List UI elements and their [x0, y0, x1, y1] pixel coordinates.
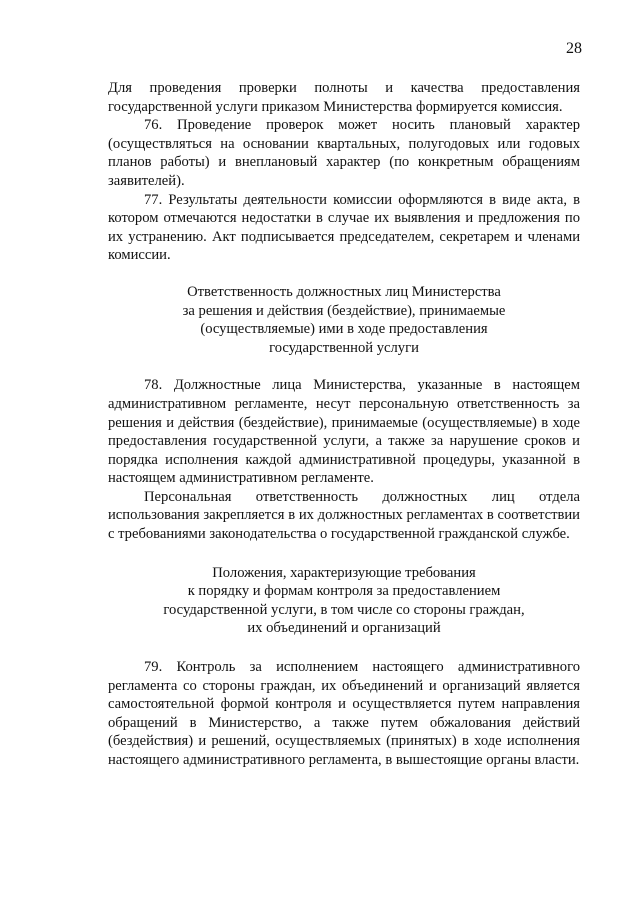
heading-line: Ответственность должностных лиц Министерства — [187, 283, 501, 300]
heading-line: за решения и действия (бездействие), принимаемые — [182, 302, 506, 319]
heading-line: государственной услуги, в том числе со стороны граждан, — [163, 601, 525, 618]
page-number: 28 — [566, 40, 582, 57]
section-heading-responsibility — [108, 283, 580, 357]
paragraph-commission-intro: Для проведения проверки полноты и качества предоставления государственной услуги приказом Министерства формируется комиссия. — [108, 80, 580, 115]
document-body — [108, 79, 580, 770]
paragraph-77: 77. Результаты деятельности комиссии оформляются в виде акта, в котором отмечаются недостатки в случае их выявления и предложения по их устранению. Акт подписывается председателем, секретарем и членами комиссии. — [108, 191, 580, 264]
heading-line: государственной услуги — [269, 339, 419, 356]
paragraph-79: 79. Контроль за исполнением настоящего административного регламента со стороны граждан, их объединений и организаций является самостоятельной формой контроля и осуществляется путем направления обращений в Министерство, а также путем обжалования действий (бездействия) и решений, осуществляемых (принятых) в ходе исполнения настоящего административного регламента, в вышестоящие органы власти. — [108, 659, 580, 768]
heading-line: их объединений и организаций — [247, 620, 441, 637]
heading-line: Положения, характеризующие требования — [212, 564, 476, 581]
paragraph-78-personal-responsibility: Персональная ответственность должностных лиц отдела использования закрепляется в их должностных регламентах в соответствии с требованиями законодательства о государственной гражданской службе. — [108, 488, 580, 543]
heading-line: (осуществляемые) ими в ходе предоставления — [200, 321, 488, 338]
paragraph-76: 76. Проведение проверок может носить плановый характер (осуществляться на основании квартальных, полугодовых или годовых планов работы) и внеплановый характер (по конкретным обращениям заявителей). — [108, 117, 580, 189]
section-heading-control-requirements — [108, 564, 580, 638]
paragraph-78: 78. Должностные лица Министерства, указанные в настоящем административном регламенте, несут персональную ответственность за решения и действия (бездействие), принимаемые (осуществляемые) в ходе предоставления государственной услуги, а также за нарушение сроков и порядка исполнения каждой административной процедуры, указанной в настоящем административном регламенте. — [108, 377, 580, 487]
heading-line: к порядку и формам контроля за предоставлением — [187, 583, 501, 600]
